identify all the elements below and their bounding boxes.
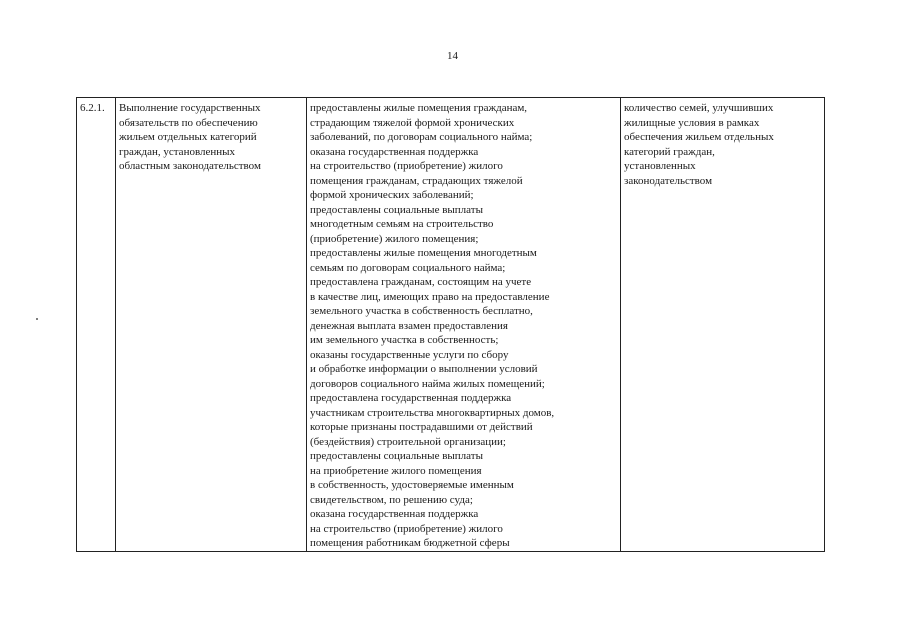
result-text-line: предоставлены социальные выплаты [310, 450, 483, 462]
indicator-text-line: категорий граждан, [624, 145, 715, 158]
result-text-line: и обработке информации о выполнении условий [310, 363, 538, 375]
result-text-line: оказана государственная поддержка [310, 508, 479, 520]
cell-item-number [77, 98, 116, 552]
table-row [77, 98, 825, 552]
result-text-line: на строительство (приобретение) жилого [310, 522, 503, 535]
indicator-text-line: обеспечения жильем отдельных [624, 131, 774, 143]
result-text-line: формой хронических заболеваний; [310, 189, 474, 201]
result-text-line: которые признаны пострадавшими от действий [310, 421, 533, 433]
result-text-line: предоставлены жилые помещения гражданам, [310, 102, 528, 114]
result-text-line: предоставлены социальные выплаты [310, 203, 483, 216]
result-text-line: им земельного участка в собственность; [310, 334, 499, 346]
result-text-line: в собственность, удостоверяемые именным [310, 479, 514, 491]
indicator-text-line: законодательством [624, 174, 713, 187]
result-text-line: земельного участка в собственность бесплатно, [310, 305, 533, 317]
result-text-line: заболеваний, по договорам социального найма; [310, 131, 533, 143]
goal-text-line: Выполнение государственных [119, 102, 261, 114]
result-text-line: договоров социального найма жилых помещений; [310, 377, 545, 390]
item-number: 6.2.1. [80, 102, 105, 114]
indicator-text-line: установленных [624, 160, 696, 172]
result-text-line: (приобретение) жилого помещения; [310, 232, 479, 245]
result-text-line: (бездействия) строительной организации; [310, 435, 506, 448]
goal-text-line: обязательств по обеспечению [119, 116, 258, 129]
result-text-line: предоставлены жилые помещения многодетным [310, 247, 537, 259]
result-text-line: многодетным семьям на строительство [310, 218, 494, 230]
result-text-line: помещения работникам бюджетной сферы [310, 537, 510, 549]
result-text-line: помещения гражданам, страдающих тяжелой [310, 174, 523, 187]
goal-text-line: граждан, установленных [119, 145, 236, 158]
result-text-line: семьям по договорам социального найма; [310, 261, 506, 274]
page-number: 14 [447, 50, 458, 62]
scan-speck [36, 318, 38, 320]
result-text-line: на строительство (приобретение) жилого [310, 160, 503, 172]
goal-text-line: жильем отдельных категорий [119, 131, 257, 143]
result-text-line: денежная выплата взамен предоставления [310, 319, 508, 332]
result-text-line: оказаны государственные услуги по сбору [310, 348, 509, 361]
result-text-line: на приобретение жилого помещения [310, 464, 482, 477]
goal-text-line: областным законодательством [119, 160, 261, 172]
indicator-text-line: жилищные условия в рамках [624, 116, 760, 129]
result-text-line: свидетельством, по решению суда; [310, 493, 473, 506]
cell-goal [116, 98, 307, 552]
result-text-line: в качестве лиц, имеющих право на предоставление [310, 290, 550, 303]
result-text-line: предоставлена государственная поддержка [310, 392, 512, 404]
result-text-line: предоставлена гражданам, состоящим на учете [310, 276, 532, 288]
result-text-line: участникам строительства многоквартирных домов, [310, 406, 555, 419]
result-text-line: страдающим тяжелой формой хронических [310, 116, 515, 129]
indicator-text-line: количество семей, улучшивших [624, 102, 774, 114]
cell-indicator [621, 98, 825, 552]
result-text-line: оказана государственная поддержка [310, 145, 479, 158]
cell-results [307, 98, 621, 552]
program-table [76, 97, 825, 552]
